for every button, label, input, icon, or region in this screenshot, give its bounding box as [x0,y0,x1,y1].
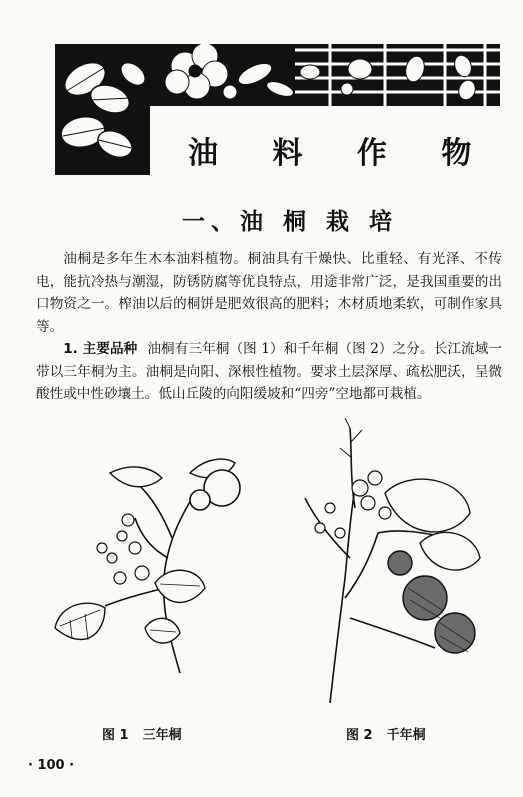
body-text [36,248,502,406]
figure-2-name: 千年桐 [386,728,426,743]
section-heading: 一、油 桐 栽 培 [182,209,399,235]
page-number: · 100 · [28,758,75,773]
figure-2-illustration [290,418,500,708]
figure-1-name: 三年桐 [142,728,182,743]
page-title: 油 料 作 物 [188,136,494,171]
paragraph-intro: 油桐是多年生木本油料植物。桐油具有干燥快、比重轻、有光泽、不传电，能抗冷热与潮湿，防锈防腐等优良特点，用途非常广泛，是我国重要的出口物资之一。榨油以后的桐饼是肥效很高的肥料；木材质地柔软，可制作家具等。 [36,251,502,335]
variety-label: 1. 主要品种 [63,341,138,357]
figure-1-illustration [50,448,260,688]
variety-text: 油桐有三年桐（图 1）和千年桐（图 2）之分。长江流域一带以三年桐为主。油桐是向阳、深根性植物。要求土层深厚、疏松肥沃，呈微酸性或中性砂壤土。低山丘陵的向阳缓坡和“四旁”空地都可栽植。 [36,341,502,402]
thousand-year-tung-drawing [290,418,500,708]
three-year-tung-drawing [50,448,260,688]
figure-1-caption [102,724,182,743]
paragraph-varieties [36,338,502,406]
figure-1-number: 图 1 [102,728,129,743]
figure-2-caption [346,724,426,743]
figure-2-number: 图 2 [346,728,373,743]
